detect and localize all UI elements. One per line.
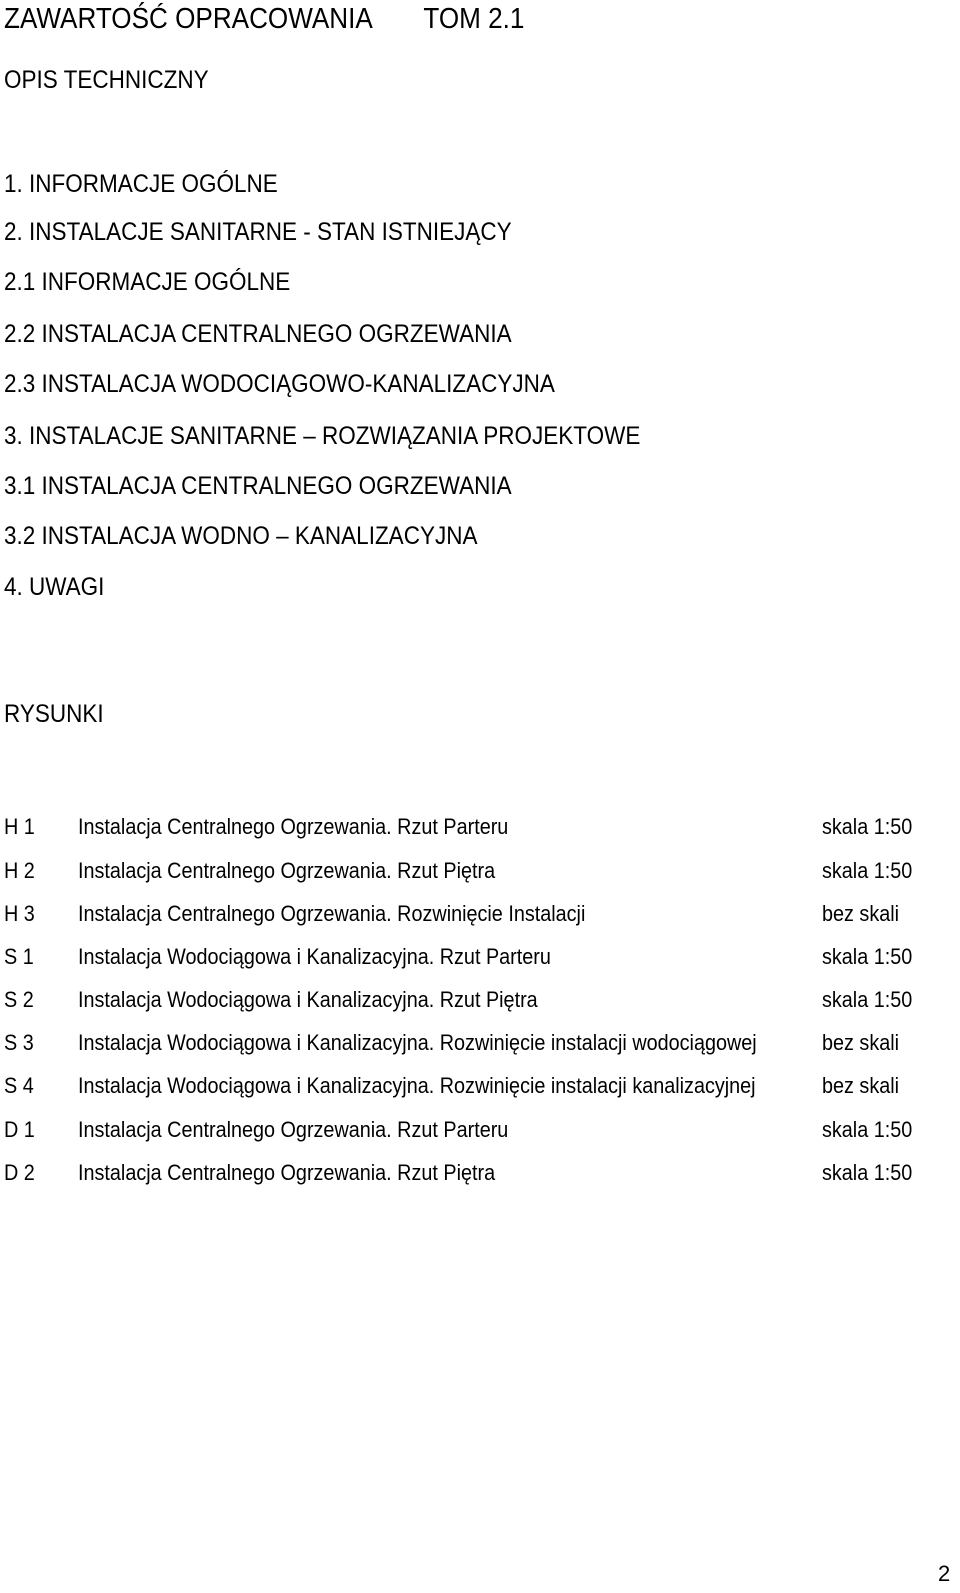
drawing-code: D 2	[4, 1160, 35, 1185]
toc-item: 2.2 INSTALACJA CENTRALNEGO OGRZEWANIA	[4, 320, 512, 348]
toc-item: 3.2 INSTALACJA WODNO – KANALIZACYJNA	[4, 522, 478, 550]
drawing-scale: skala 1:50	[822, 858, 913, 883]
drawing-row	[0, 858, 960, 888]
drawing-row	[0, 987, 960, 1017]
drawing-scale: skala 1:50	[822, 987, 913, 1012]
drawing-description: Instalacja Centralnego Ogrzewania. Rzut Parteru	[78, 1117, 509, 1142]
drawing-row	[0, 1160, 960, 1190]
drawing-scale: bez skali	[822, 1073, 900, 1098]
toc-item: 3. INSTALACJE SANITARNE – ROZWIĄZANIA PROJEKTOWE	[4, 422, 641, 450]
drawing-description: Instalacja Wodociągowa i Kanalizacyjna. Rozwinięcie instalacji wodociągowej	[78, 1030, 757, 1055]
drawing-description: Instalacja Centralnego Ogrzewania. Rzut Piętra	[78, 858, 496, 883]
page-number: 2	[938, 1561, 951, 1586]
drawing-scale: bez skali	[822, 901, 900, 926]
toc-item: 4. UWAGI	[4, 573, 105, 601]
technical-description-heading: OPIS TECHNICZNY	[4, 66, 209, 94]
drawing-scale: skala 1:50	[822, 814, 913, 839]
document-title-text: ZAWARTOŚĆ OPRACOWANIA	[4, 3, 373, 35]
drawing-code: S 3	[4, 1030, 34, 1055]
drawing-description: Instalacja Wodociągowa i Kanalizacyjna. Rzut Piętra	[78, 987, 538, 1012]
toc-item: 2.1 INFORMACJE OGÓLNE	[4, 268, 291, 296]
drawing-code: H 1	[4, 814, 35, 839]
drawing-code: S 2	[4, 987, 34, 1012]
drawing-code: H 2	[4, 858, 35, 883]
drawing-scale: skala 1:50	[822, 1117, 913, 1142]
drawing-description: Instalacja Centralnego Ogrzewania. Rzut Parteru	[78, 814, 509, 839]
drawing-scale: skala 1:50	[822, 944, 913, 969]
drawing-scale: bez skali	[822, 1030, 900, 1055]
volume-label: TOM 2.1	[423, 3, 525, 35]
drawing-description: Instalacja Wodociągowa i Kanalizacyjna. Rzut Parteru	[78, 944, 551, 969]
toc-item: 3.1 INSTALACJA CENTRALNEGO OGRZEWANIA	[4, 472, 512, 500]
drawing-code: H 3	[4, 901, 35, 926]
drawing-code: D 1	[4, 1117, 35, 1142]
drawing-row	[0, 814, 960, 844]
drawings-heading: RYSUNKI	[4, 700, 104, 728]
toc-item: 1. INFORMACJE OGÓLNE	[4, 170, 278, 198]
drawing-code: S 1	[4, 944, 34, 969]
drawing-description: Instalacja Centralnego Ogrzewania. Rozwinięcie Instalacji	[78, 901, 586, 926]
toc-item: 2.3 INSTALACJA WODOCIĄGOWO-KANALIZACYJNA	[4, 370, 555, 398]
drawing-description: Instalacja Centralnego Ogrzewania. Rzut Piętra	[78, 1160, 496, 1185]
document-title	[4, 3, 525, 36]
drawing-row	[0, 1030, 960, 1060]
drawing-description: Instalacja Wodociągowa i Kanalizacyjna. Rozwinięcie instalacji kanalizacyjnej	[78, 1073, 756, 1098]
drawing-row	[0, 901, 960, 931]
drawing-row	[0, 1117, 960, 1147]
drawing-code: S 4	[4, 1073, 34, 1098]
toc-item: 2. INSTALACJE SANITARNE - STAN ISTNIEJĄCY	[4, 218, 512, 246]
drawing-scale: skala 1:50	[822, 1160, 913, 1185]
drawing-row	[0, 944, 960, 974]
drawing-row	[0, 1073, 960, 1103]
